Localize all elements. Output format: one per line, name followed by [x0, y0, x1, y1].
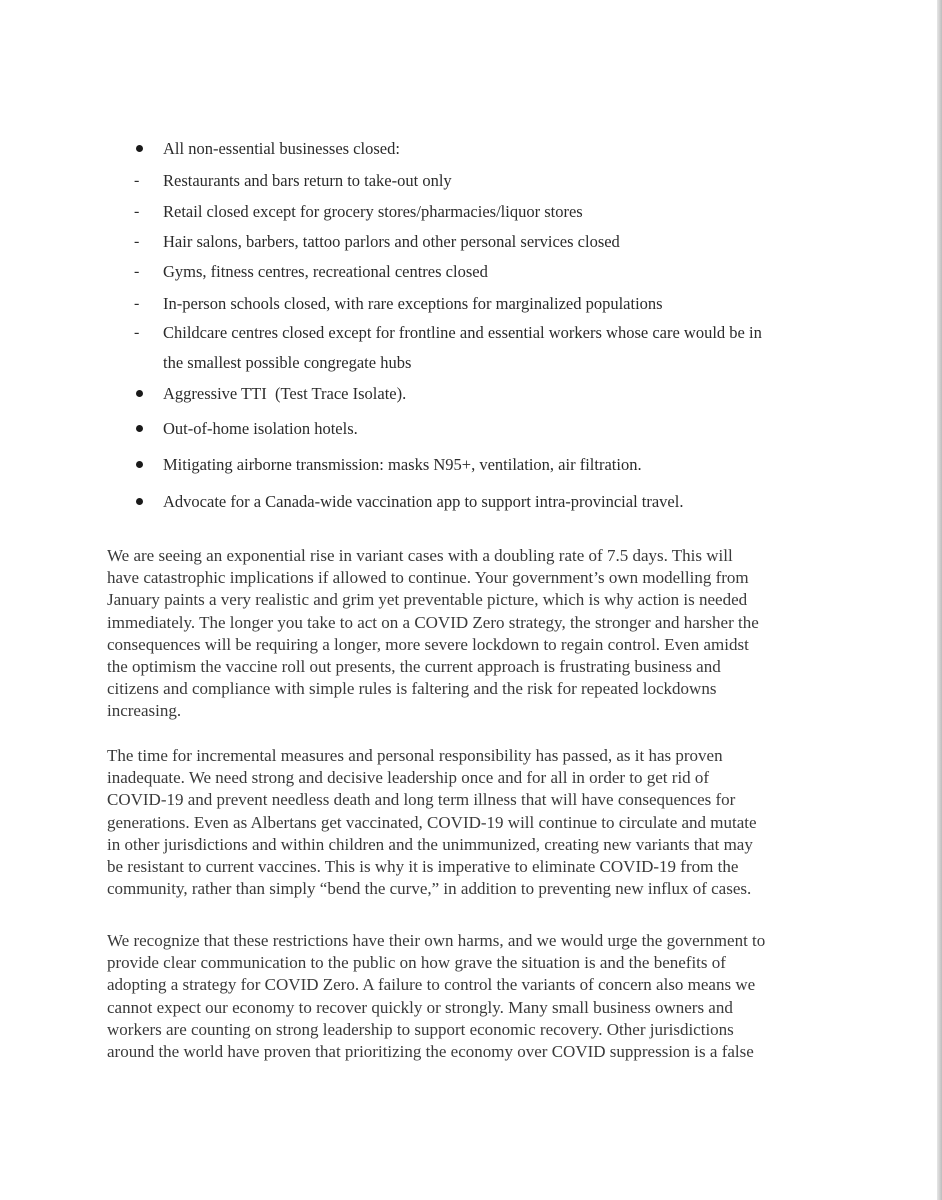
list-item-text: Gyms, fitness centres, recreational centres closed	[163, 262, 488, 281]
body-paragraph: The time for incremental measures and personal responsibility has passed, as it has proven inadequate. We need strong and decisive leadership once and for all in order to get rid of COVID-19 and prevent needless death and long term illness that will have consequences for generations. Even as Albertans get vaccinated, COVID-19 will continue to circulate and mutate in other jurisdictions and within children and the unimmunized, creating new variants that may be resistant to current vaccines. This is why it is imperative to eliminate COVID-19 from the community, rather than simply “bend the curve,” in addition to preventing new influx of cases.	[107, 746, 757, 899]
list-item-text: Restaurants and bars return to take-out only	[163, 171, 452, 190]
list-item-text: Retail closed except for grocery stores/pharmacies/liquor stores	[163, 202, 583, 221]
page-edge-shadow	[937, 0, 942, 1200]
dash-marker: -	[134, 295, 140, 312]
list-item-text: Out-of-home isolation hotels.	[163, 419, 358, 438]
body-paragraph: We are seeing an exponential rise in variant cases with a doubling rate of 7.5 days. This will have catastrophic implications if allowed to continue. Your government’s own modelling from January paints a very realistic and grim yet preventable picture, which is why action is needed immediately. The longer you take to act on a COVID Zero strategy, the stronger and harsher the consequences will be requiring a longer, more severe lockdown to regain control. Even amidst the optimism the vaccine roll out presents, the current approach is frustrating business and citizens and compliance with simple rules is faltering and the risk for repeated lockdowns increasing.	[107, 546, 759, 721]
dash-marker: -	[134, 172, 140, 189]
list-item-text: Advocate for a Canada-wide vaccination app to support intra-provincial travel.	[163, 492, 684, 511]
list-item-text: All non-essential businesses closed:	[163, 139, 400, 158]
dash-marker: -	[134, 324, 140, 341]
list-item-text: Hair salons, barbers, tattoo parlors and other personal services closed	[163, 232, 620, 251]
list-item-text: Aggressive TTI (Test Trace Isolate).	[163, 384, 407, 403]
body-paragraph: We recognize that these restrictions have their own harms, and we would urge the government to provide clear communication to the public on how grave the situation is and the benefits of adopting a strategy for COVID Zero. A failure to control the variants of concern also means we cannot expect our economy to recover quickly or strongly. Many small business owners and workers are counting on strong leadership to support economic recovery. Other jurisdictions around the world have proven that prioritizing the economy over COVID suppression is a false	[107, 931, 766, 1062]
dash-marker: -	[134, 263, 140, 280]
list-item-text: Mitigating airborne transmission: masks N95+, ventilation, air filtration.	[163, 455, 642, 474]
list-item-text: Childcare centres closed except for frontline and essential workers whose care would be in the smallest possible congregate hubs	[163, 323, 762, 372]
list-item-text: In-person schools closed, with rare exceptions for marginalized populations	[163, 294, 663, 313]
dash-marker: -	[134, 233, 140, 250]
dash-marker: -	[134, 203, 140, 220]
